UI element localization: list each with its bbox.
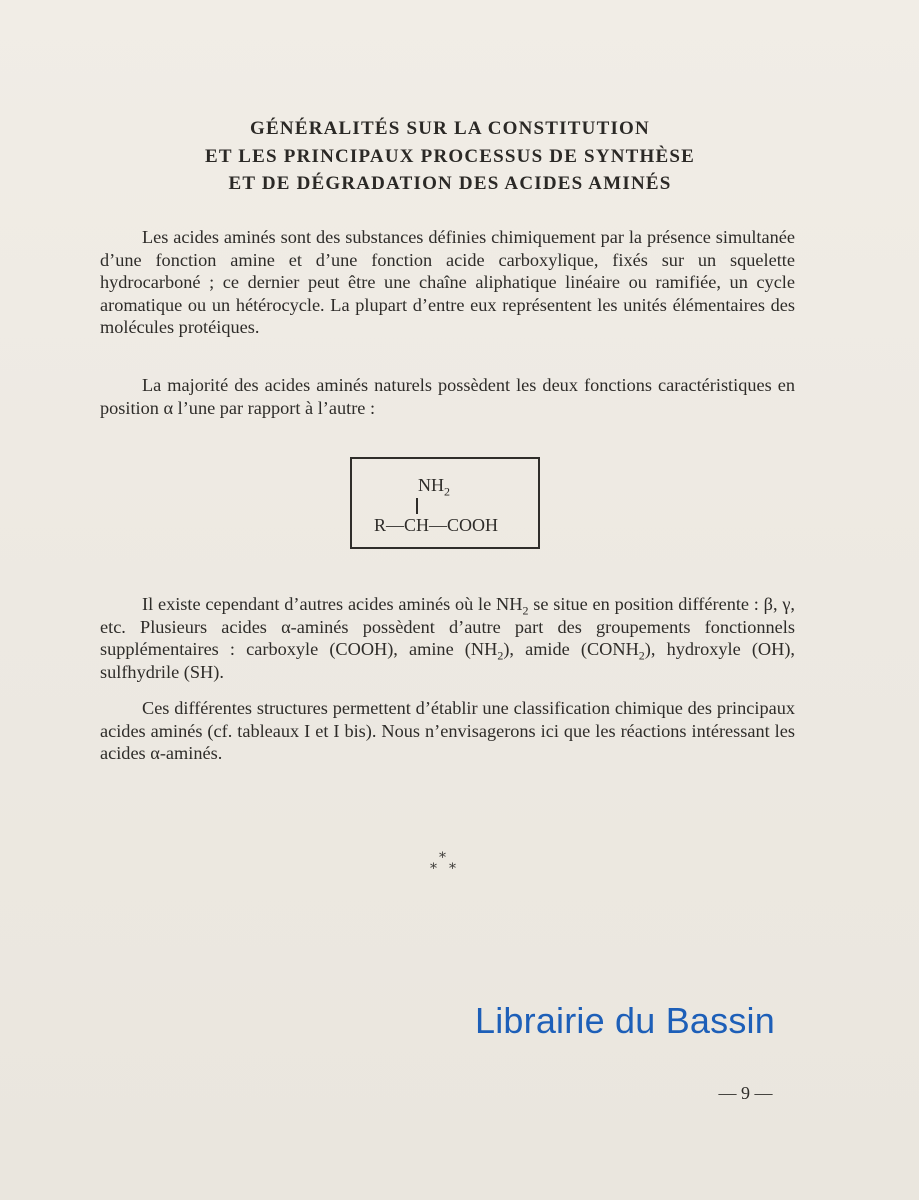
p3-text-c: ), amide (CONH [503,639,639,660]
asterism-separator [424,850,464,880]
alpha-amino-acid-formula [350,457,540,549]
p3-text-b: se situe en position différente : β, γ, etc. Plusieurs acides α-aminés possèdent d’autre part des groupements fonctionnels supplémentaires : carboxyle (COOH), amine (NH [100,594,795,660]
paragraph-alpha-position: La majorité des acides aminés naturels possèdent les deux fonctions caractéristiques en position α l’une par rapport à l’autre : [100,375,795,418]
formula-amine-group [418,475,450,499]
asterisk-right: * [449,861,456,877]
formula-vertical-bond [416,498,418,514]
asterisk-top: * [439,850,446,866]
chapter-title-line-1: GÉNÉRALITÉS SUR LA CONSTITUTION [250,118,650,139]
formula-chain: R—CH—COOH [374,515,499,535]
p3-text-d: ), hydroxyle (OH), sulfhydrile (SH). [100,639,795,682]
paragraph-classification: Ces différentes structures permettent d’établir une classification chimique des principaux acides aminés (cf. tableaux I et I bis). Nous n’envisagerons ici que les réactions intéressant les acides α-aminés. [100,698,795,764]
asterisk-left: * [430,861,437,877]
chapter-title-line-3: ET DE DÉGRADATION DES ACIDES AMINÉS [228,173,672,194]
p3-sub-b: 2 [497,648,504,663]
paragraph-other-positions [100,593,795,683]
p3-text-a: Il existe cependant d’autres acides aminés où le NH [142,594,523,614]
formula-amine-text: NH [418,475,444,495]
p3-sub-c: 2 [638,648,645,663]
p3-sub-a: 2 [522,603,529,618]
page-number: — 9 — [718,1083,773,1103]
bookseller-watermark: Librairie du Bassin [475,1000,775,1041]
paragraph-definition: Les acides aminés sont des substances définies chimiquement par la présence simultanée d’une fonction amine et d’une fonction acide carboxylique, fixés sur un squelette hydrocarboné ; ce dernier peut être une chaîne aliphatique linéaire ou ramifiée, un cycle aromatique ou un hétérocycle. La plupart d’entre eux représentent les unités élémentaires des molécules protéiques. [100,227,795,338]
chapter-title-line-2: ET LES PRINCIPAUX PROCESSUS DE SYNTHÈSE [204,146,696,167]
formula-amine-subscript: 2 [444,484,450,499]
